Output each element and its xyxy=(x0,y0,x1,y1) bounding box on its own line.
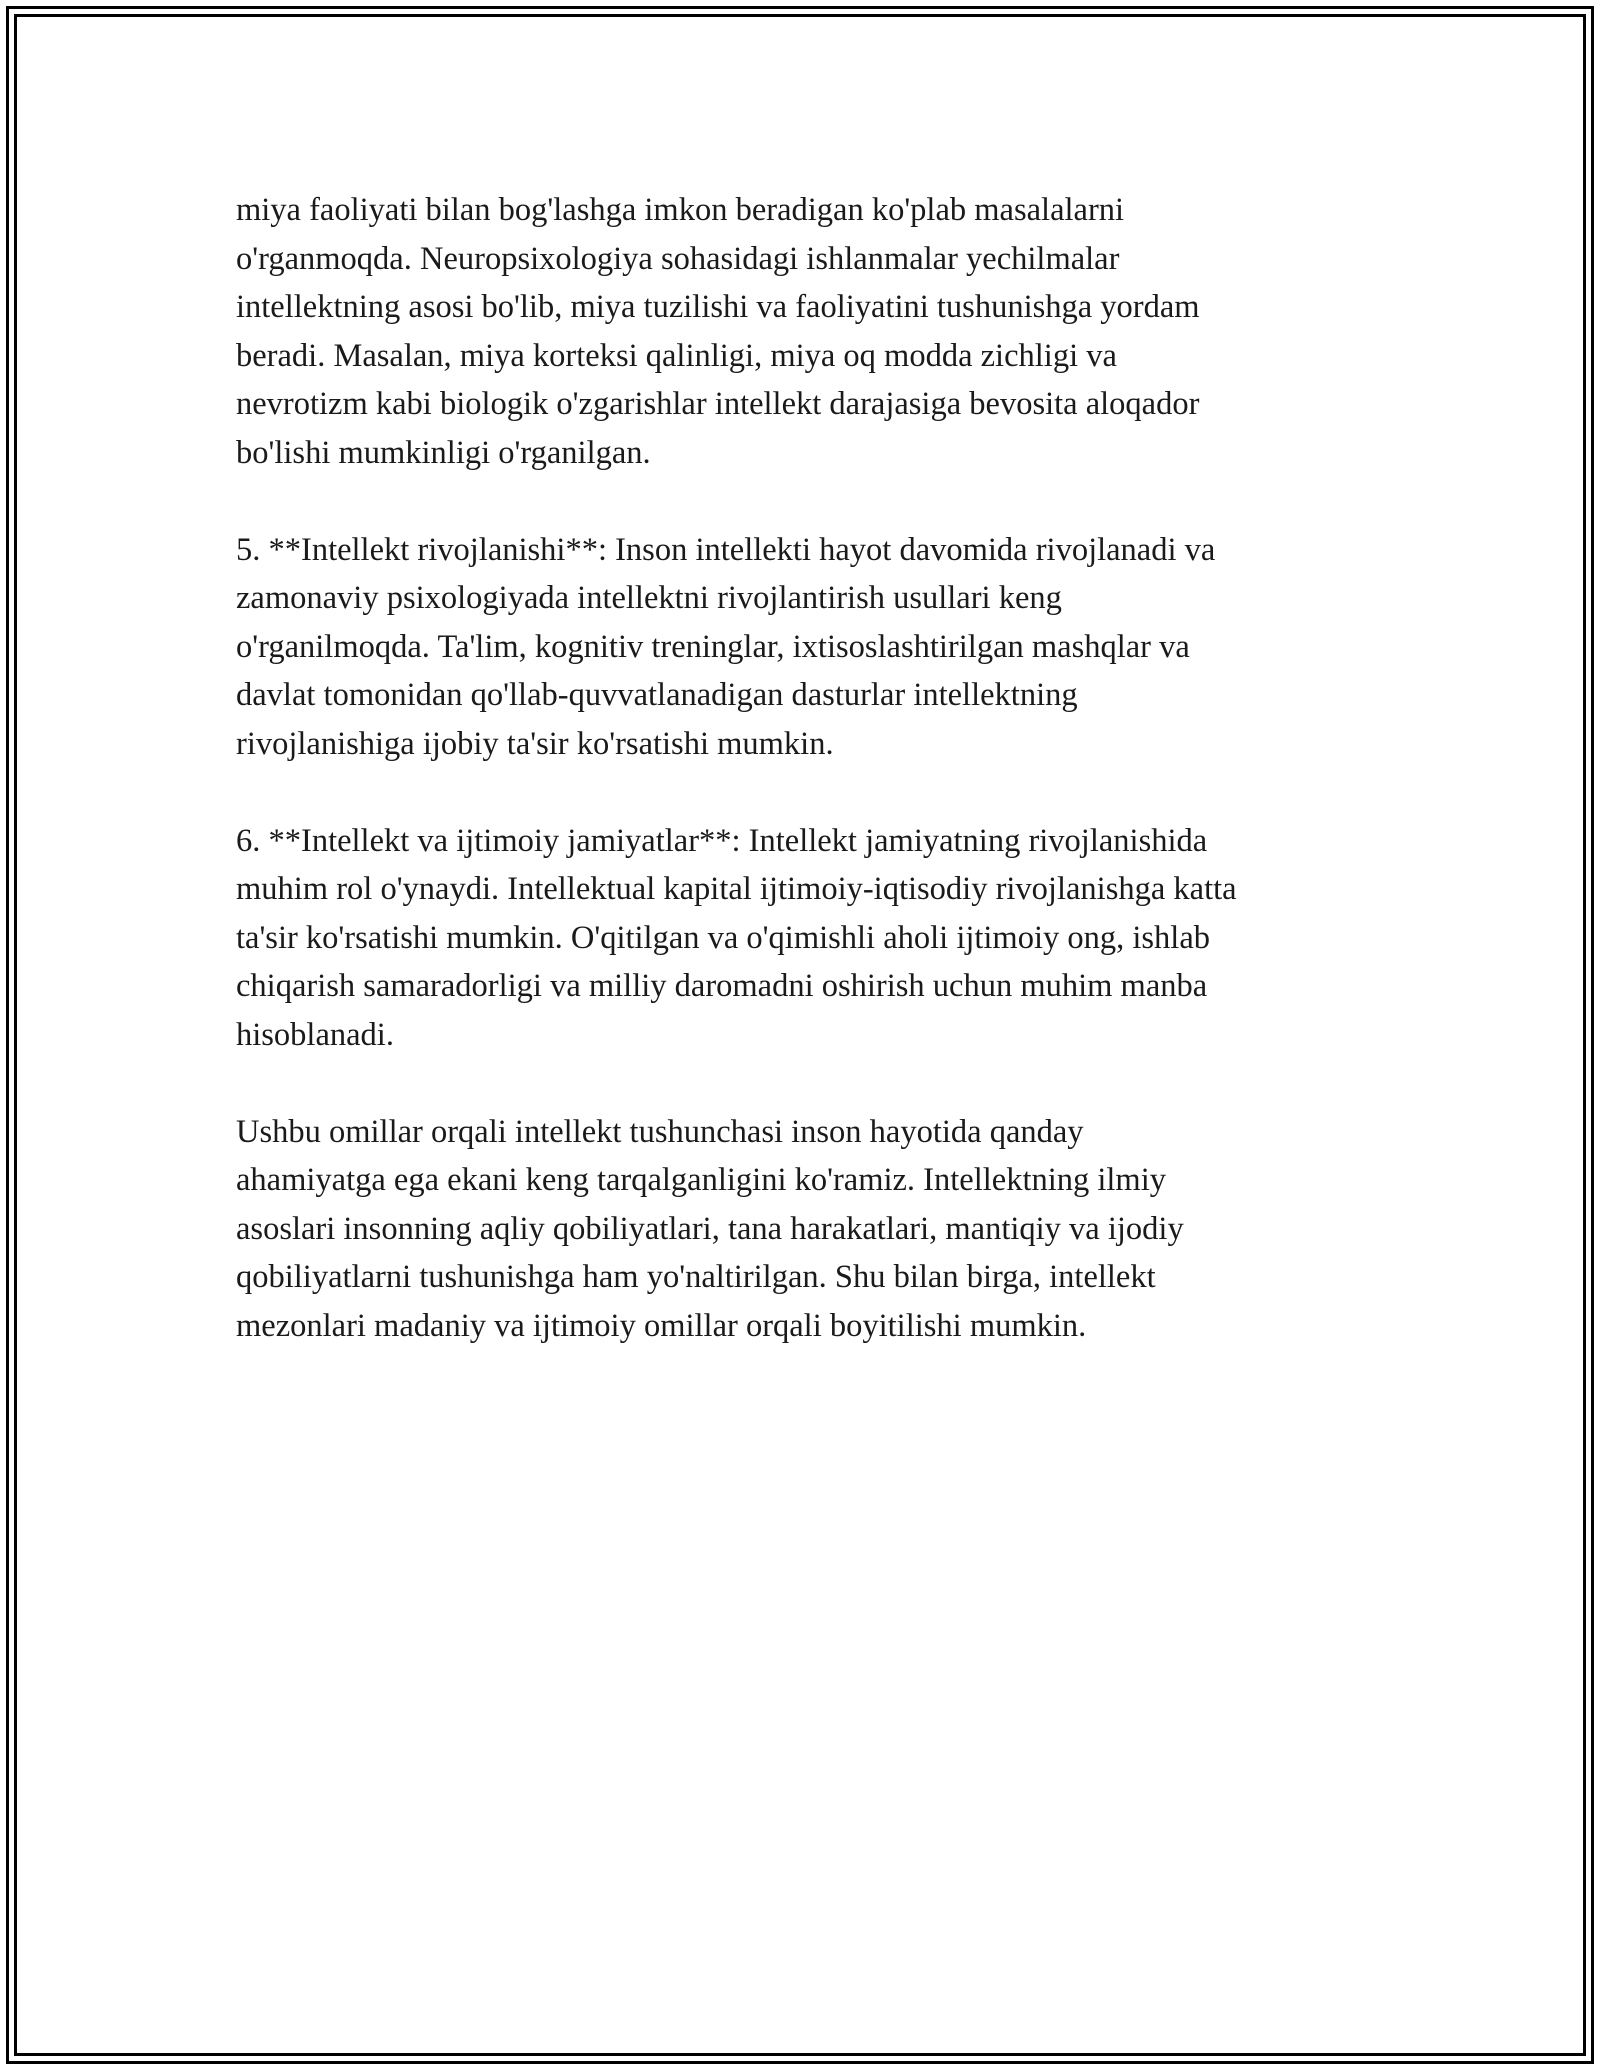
text-line: ahamiyatga ega ekani keng tarqalganligini ko'ramiz. Intellektning ilmiy xyxy=(236,1162,1166,1198)
paragraph-conclusion xyxy=(236,1108,1376,1351)
text-line: davlat tomonidan qo'llab-quvvatlanadigan dasturlar intellektning xyxy=(236,677,1078,713)
text-line: ta'sir ko'rsatishi mumkin. O'qitilgan va o'qimishli aholi ijtimoiy ong, ishlab xyxy=(236,919,1211,956)
text-line: intellektning asosi bo'lib, miya tuzilishi va faoliyatini tushunishga yordam xyxy=(236,289,1200,325)
text-line: mezonlari madaniy va ijtimoiy omillar orqali boyitilishi mumkin. xyxy=(236,1307,1087,1344)
text-line: muhim rol o'ynaydi. Intellektual kapital ijtimoiy-iqtisodiy rivojlanishga katta xyxy=(236,871,1237,907)
text-line: asoslari insonning aqliy qobiliyatlari, tana harakatlari, mantiqiy va ijodiy xyxy=(236,1210,1184,1247)
text-line: Ushbu omillar orqali intellekt tushunchasi inson hayotida qanday xyxy=(236,1113,1084,1150)
text-line: chiqarish samaradorligi va milliy daromadni oshirish uchun muhim manba xyxy=(236,968,1208,1004)
text-line: bo'lishi mumkinligi o'rganilgan. xyxy=(236,434,651,471)
paragraph-neuropsychology xyxy=(236,186,1376,477)
text-line: hisoblanadi. xyxy=(236,1016,394,1053)
text-line: rivojlanishiga ijobiy ta'sir ko'rsatishi mumkin. xyxy=(236,725,834,762)
text-line: miya faoliyati bilan bog'lashga imkon beradigan ko'plab masalalarni xyxy=(236,192,1125,228)
text-line: zamonaviy psixologiyada intellektni rivojlantirish usullari keng xyxy=(236,580,1062,616)
text-line: qobiliyatlarni tushunishga ham yo'naltirilgan. Shu bilan birga, intellekt xyxy=(236,1259,1156,1295)
paragraph-intellect-society xyxy=(236,817,1376,1060)
text-line: beradi. Masalan, miya korteksi qalinligi, miya oq modda zichligi va xyxy=(236,337,1117,374)
document-body xyxy=(236,186,1376,1350)
text-line: o'rganilmoqda. Ta'lim, kognitiv treninglar, ixtisoslashtirilgan mashqlar va xyxy=(236,628,1190,665)
paragraph-intellect-development xyxy=(236,526,1376,769)
text-line: 5. **Intellekt rivojlanishi**: Inson intellekti hayot davomida rivojlanadi va xyxy=(236,531,1216,568)
text-line: 6. **Intellekt va ijtimoiy jamiyatlar**: Intellekt jamiyatning rivojlanishida xyxy=(236,822,1208,859)
text-line: o'rganmoqda. Neuropsixologiya sohasidagi ishlanmalar yechilmalar xyxy=(236,240,1120,277)
text-line: nevrotizm kabi biologik o'zgarishlar intellekt darajasiga bevosita aloqador xyxy=(236,386,1200,422)
